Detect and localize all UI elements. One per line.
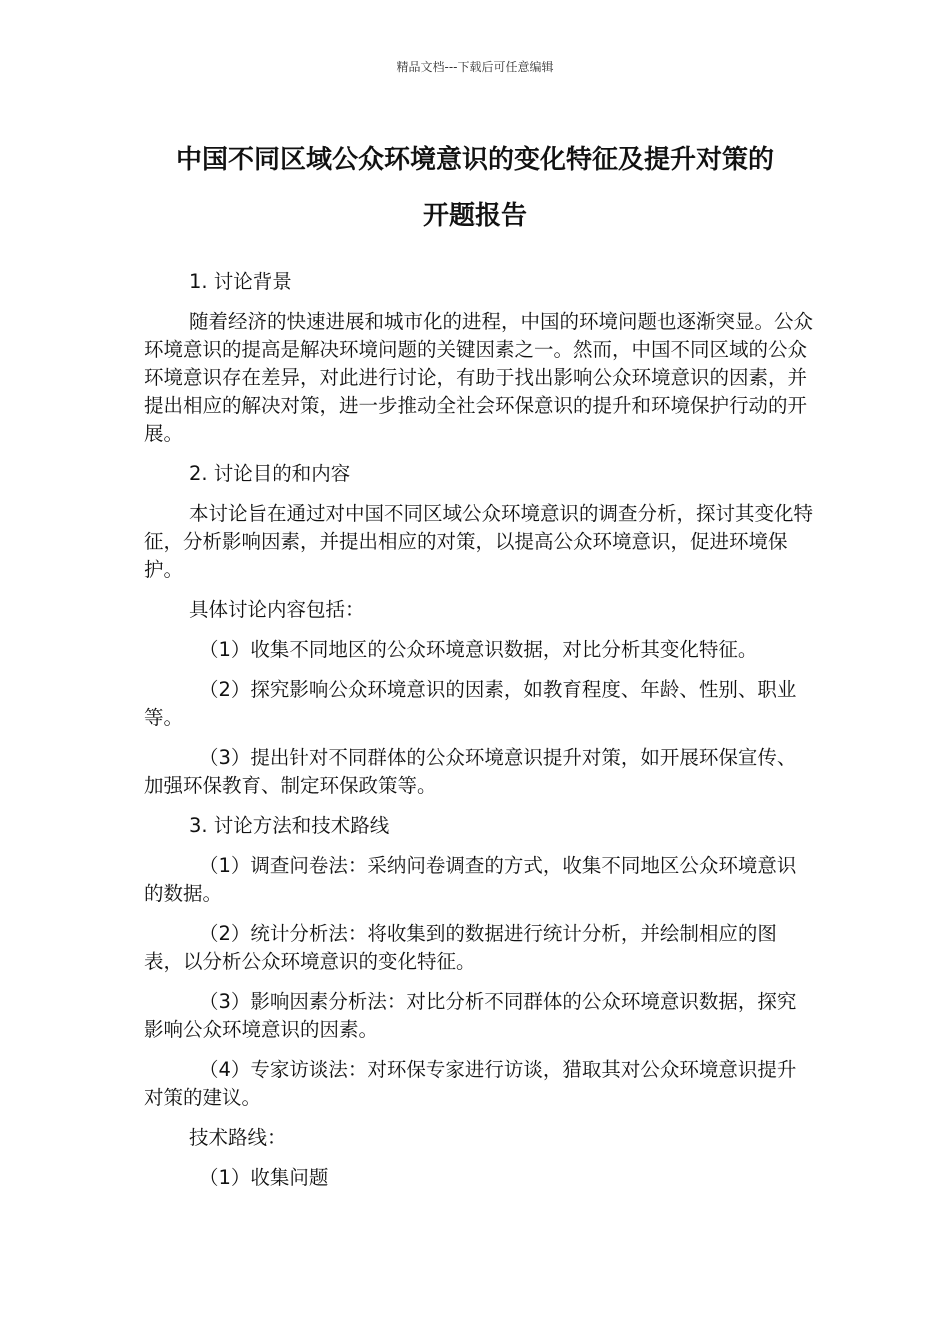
document-body [144, 268, 814, 1192]
technical-route-label: 技术路线： [189, 1126, 287, 1149]
paragraph-purpose: 本讨论旨在通过对中国不同区域公众环境意识的调查分析，探讨其变化特征，分析影响因素，并提出相应的对策，以提高公众环境意识，促进环境保护。 [144, 502, 814, 581]
title-line-1: 中国不同区域公众环境意识的变化特征及提升对策的 [175, 145, 774, 175]
section-heading-purpose: 2. 讨论目的和内容 [189, 462, 351, 485]
list-item: （3）提出针对不同群体的公众环境意识提升对策，如开展环保宣传、加强环保教育、制定环保政策等。 [144, 746, 797, 797]
paragraph-background: 随着经济的快速进展和城市化的进程，中国的环境问题也逐渐突显。公众环境意识的提高是解决环境问题的关键因素之一。然而，中国不同区域的公众环境意识存在差异，对此进行讨论，有助于找出影响公众环境意识的因素，并提出相应的解决对策，进一步推动全社会环保意识的提升和环境保护行动的开展。 [144, 310, 814, 445]
list-item: （1）调查问卷法：采纳问卷调查的方式，收集不同地区公众环境意识的数据。 [144, 854, 797, 905]
list-item: （4）专家访谈法：对环保专家进行访谈，猎取其对公众环境意识提升对策的建议。 [144, 1058, 797, 1109]
list-item: （1）收集问题 [199, 1166, 329, 1189]
document-title [130, 132, 820, 244]
header-note: 精品文档---下载后可任意编辑 [396, 60, 554, 74]
paragraph-content-intro: 具体讨论内容包括： [189, 598, 365, 621]
section-heading-methods: 3. 讨论方法和技术路线 [189, 814, 390, 837]
list-item: （3）影响因素分析法：对比分析不同群体的公众环境意识数据，探究影响公众环境意识的因素。 [144, 990, 797, 1041]
section-heading-background: 1. 讨论背景 [189, 270, 292, 293]
list-item: （2）统计分析法：将收集到的数据进行统计分析，并绘制相应的图表，以分析公众环境意识的变化特征。 [144, 922, 777, 973]
list-item: （2）探究影响公众环境意识的因素，如教育程度、年龄、性别、职业等。 [144, 678, 797, 729]
list-item: （1）收集不同地区的公众环境意识数据，对比分析其变化特征。 [199, 638, 758, 661]
title-line-2: 开题报告 [422, 201, 527, 231]
